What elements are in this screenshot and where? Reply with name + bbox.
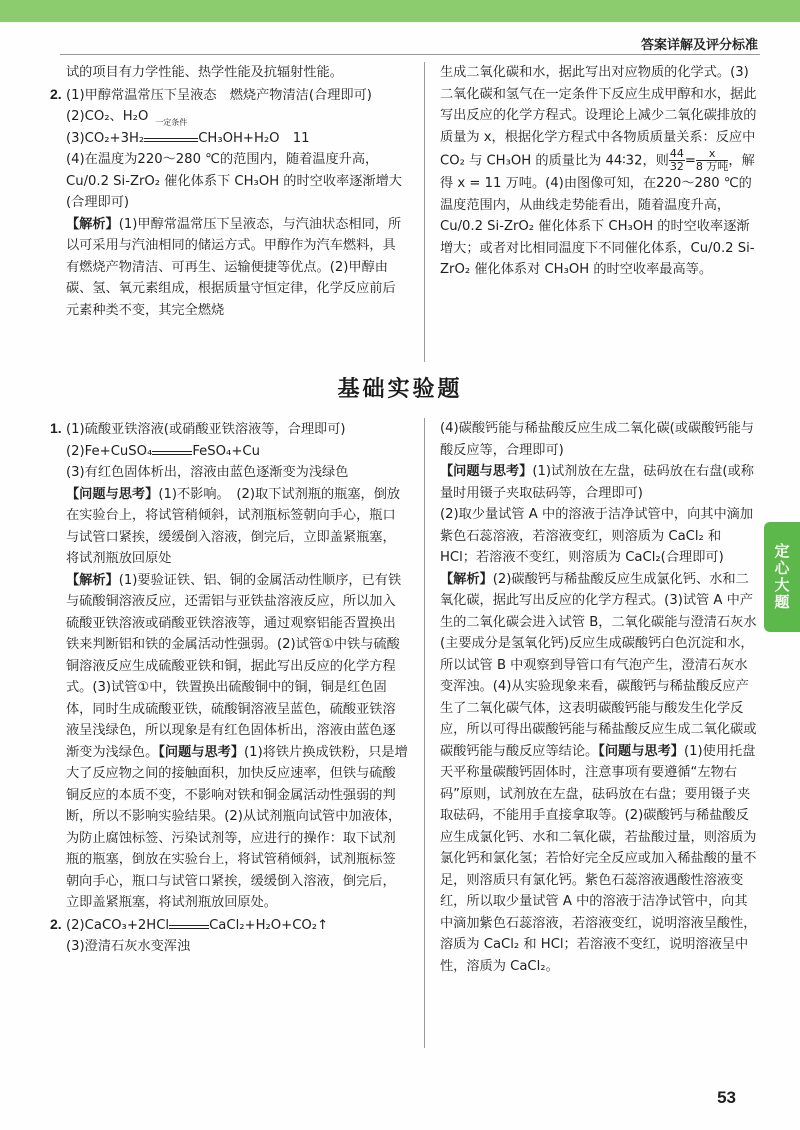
top-left-column <box>50 62 408 321</box>
answer-2-line-4: (4)在温度为220～280 ℃的范围内，随着温度升高，Cu/0.2 Si-ZrO₂ 催化体系下 CH₃OH 的时空收率逐渐增大(合理即可) <box>66 152 402 210</box>
side-tab: 定心大题 <box>764 522 800 632</box>
answer-2-line-2: (3)澄清石灰水变浑浊 <box>66 939 191 954</box>
answer-1-line-3: (3)有红色固体析出，溶液由蓝色逐渐变为浅绿色 <box>66 465 349 480</box>
answer-1-equation: (2)Fe+CuSO₄ FeSO₄+Cu <box>66 443 260 459</box>
thinking-label: 【问题与思考】 <box>598 743 684 759</box>
answer-2-line-2: (2)CO₂、H₂O <box>66 109 149 124</box>
bottom-left-column <box>50 418 408 958</box>
top-color-band <box>0 0 800 22</box>
bottom-right-column <box>440 418 760 977</box>
question-thinking-2: (2)取少量试管 A 中的溶液于洁净试管中，向其中滴加紫色石蕊溶液，若溶液变红，则溶质为 CaCl₂ 和 HCl；若溶液不变红，则溶质为 CaCl₂(合理即可) <box>440 507 754 565</box>
question-thinking: 【问题与思考】(1)不影响。 (2)取下试剂瓶的瓶塞，倒放在实验台上，将试管稍倾斜，试剂瓶标签朝向手心，瓶口与试管口紧挨，缓缓倒入溶液，倒完后，立即盖紧瓶塞，将试剂瓶放回原处 <box>66 486 401 566</box>
analysis-paragraph: 【解析】(1)要验证铁、铝、铜的金属活动性顺序，已有铁与硫酸铜溶液反应，还需铝与亚铁盐溶液反应，所以加入硫酸亚铁溶液或硝酸亚铁溶液等，通过观察铝能否置换出铁来判断铝和铁的金属活动性强弱。(2)试管①中铁与硫酸铜溶液反应生成硫酸亚铁和铜，据此写出反应的化学方程式。(3)试管①中，铁置换出硫酸铜中的铜，铜是红色固体，同时生成硫酸亚铁，硫酸铜溶液呈蓝色，硫酸亚铁溶液呈浅绿色，所以现象是有红色固体析出，溶液由蓝色逐渐变为浅绿色。【问题与思考】(1)将铁片换成铁粉，只是增大了反应物之间的接触面积，加快反应速率，但铁与硫酸铜反应的本质不变，不影响对铁和铜金属活动性强弱的判断，所以不影响实验结果。(2)从试剂瓶向试管中加液体，为防止腐蚀标签、污染试剂等，应进行的操作：取下试剂瓶的瓶塞，倒放在实验台上，将试管稍倾斜，试剂瓶标签朝向手心，瓶口与试管口紧挨，缓缓倒入溶液，倒完后，立即盖紧瓶塞，将试剂瓶放回原处。 <box>66 572 408 910</box>
reaction-arrow <box>144 117 198 142</box>
continued-text: 试的项目有力学性能、热学性能及抗辐射性能。 <box>66 65 343 80</box>
thinking-label: 【问题与思考】 <box>158 744 245 760</box>
question-thinking: 【问题与思考】(1)试剂放在左盘，砝码放在右盘(或称量时用镊子夹取砝码等，合理即可) <box>440 464 754 501</box>
analysis-label: 【解析】 <box>440 571 493 587</box>
header-title: 答案详解及评分标准 <box>640 38 758 53</box>
answer-2-equation: (3)CO₂+3H₂ 一定条件 CH₃OH+H₂O 11 <box>66 117 310 146</box>
thinking-label: 【问题与思考】 <box>440 464 533 479</box>
analysis-paragraph: 【解析】(1)甲醇常温常压下呈液态，与汽油状态相同，所以可采用与汽油相同的储运方式。甲醇作为汽车燃料，具有燃烧产物清洁、可再生、运输便捷等优点。(2)甲醇由碳、氢、氧元素组成，根据质量守恒定律，化学反应前后元素种类不变，其完全燃烧 <box>66 216 402 318</box>
analysis-paragraph: 【解析】(2)碳酸钙与稀盐酸反应生成氯化钙、水和二氧化碳，据此写出反应的化学方程式。(3)试管 A 中产生的二氧化碳会进入试管 B，二氧化碳能与澄清石灰水(主要成分是氢氧化钙)反应生成碳酸钙白色沉淀和水，所以试管 B 中观察到导管口有气泡产生，澄清石灰水变浑浊。(4)从实验现象来看，碳酸钙与稀盐酸反应产生了二氧化碳气体，这表明碳酸钙能与酸发生化学反应，所以可得出碳酸钙能与稀盐酸反应生成二氧化碳或碳酸钙能与酸反应等结论。【问题与思考】(1)使用托盘天平称量碳酸钙固体时，注意事项有要遵循“左物右码”原则，试剂放在左盘，砝码放在右盘；要用镊子夹取砝码，不能用手直接拿取等。(2)碳酸钙与稀盐酸反应生成氯化钙、水和二氧化碳，若盐酸过量，则溶质为氯化钙和氯化氢；若恰好完全反应或加入稀盐酸的量不足，则溶质只有氯化钙。紫色石蕊溶液遇酸性溶液变红，所以取少量试管 A 中的溶液于洁净试管中，向其中滴加紫色石蕊溶液，若溶液变红，说明溶液呈酸性，溶质为 CaCl₂ 和 HCl；若溶液不变红，说明溶液呈中性，溶质为 CaCl₂。 <box>440 571 757 974</box>
column-divider-top <box>424 62 425 362</box>
analysis-label: 【解析】 <box>66 572 119 588</box>
answer-2-line-1: 2. (1)甲醇常温常压下呈液态 燃烧产物清洁(合理即可) <box>66 84 408 107</box>
section-title: 基础实验题 <box>337 377 463 402</box>
column-divider-bottom <box>424 418 425 1048</box>
reaction-arrow <box>152 442 192 455</box>
analysis-continued: 生成二氧化碳和水，据此写出对应物质的化学式。(3)二氧化碳和氢气在一定条件下反应生成甲醇和水，据此写出反应的化学方程式。设理论上减少二氧化碳排放的质量为 x，根据化学方程式中各物质质量关系：反应中 CO₂ 与 CH₃OH 的质量比为 44∶32，则 $\frac{44}{32}$ = $\frac{x}{\text{8 万吨}}$ ，解得 x = 11 万吨。(4)由图像可知，在220～280 ℃的温度范围内，从曲线走势能看出，随着温度升高，Cu/0.2 Si-ZrO₂ 催化体系下 CH₃OH 的时空收率逐渐增大；或者对比相同温度下不同催化体系，Cu/0.2 Si-ZrO₂ 催化体系对 CH₃OH 的时空收率最高等。 <box>440 65 757 277</box>
reaction-arrow <box>169 916 209 929</box>
question-number: 1. <box>50 420 62 436</box>
thinking-label: 【问题与思考】 <box>66 486 159 502</box>
reaction-condition: 一定条件 <box>155 117 188 127</box>
answer-1-line-1: 1. (1)硫酸亚铁溶液(或硝酸亚铁溶液等，合理即可) <box>66 418 408 441</box>
header-rule <box>60 54 760 55</box>
fraction-mass-ratio: $\frac{44}{32}$ <box>669 147 684 173</box>
analysis-label: 【解析】 <box>66 216 119 232</box>
question-number: 2. <box>50 915 62 932</box>
question-number: 2. <box>50 85 62 102</box>
top-right-column <box>440 62 760 281</box>
page-number: 53 <box>717 1088 736 1107</box>
answer-2-line-4: (4)碳酸钙能与稀盐酸反应生成二氧化碳(或碳酸钙能与酸反应等，合理即可) <box>440 421 754 458</box>
fraction-x: $\frac{x}{\text{8 万吨}}$ <box>695 147 729 173</box>
answer-2-equation: 2. (2)CaCO₃+2HCl CaCl₂+H₂O+CO₂↑ <box>66 914 408 937</box>
